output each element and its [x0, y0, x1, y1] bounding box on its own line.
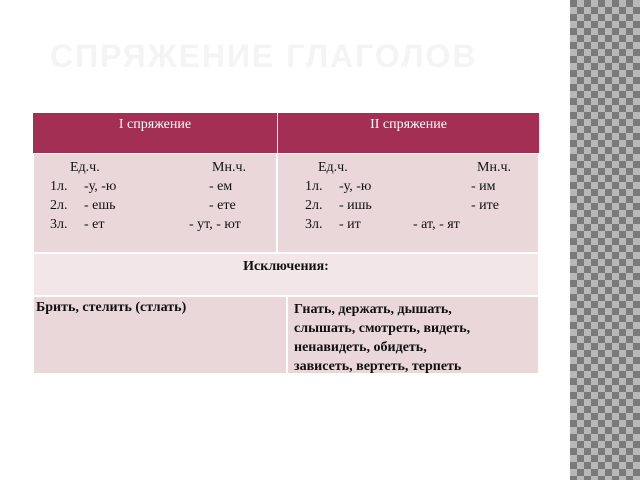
first-plur-3: - ут, - ют	[189, 217, 241, 232]
exceptions-second-line-1: Гнать, держать, дышать,	[294, 302, 452, 317]
exceptions-second-line-3: ненавидеть, обидеть,	[294, 340, 427, 355]
first-sing-label: Ед.ч.	[70, 160, 100, 175]
side-decorative-pattern	[570, 0, 640, 480]
second-sing-1: -у, -ю	[339, 179, 372, 194]
first-sing-1: -у, -ю	[84, 179, 117, 194]
second-person-3: 3л.	[305, 217, 323, 232]
first-plur-2: - ете	[209, 198, 236, 213]
second-person-1: 1л.	[305, 179, 323, 194]
exceptions-first-cell	[33, 296, 287, 374]
first-sing-2: - ешь	[84, 198, 116, 213]
first-person-3: 3л.	[50, 217, 68, 232]
second-plur-2: - ите	[471, 198, 499, 213]
first-plur-label: Мн.ч.	[212, 160, 246, 175]
first-conjugation-endings	[33, 153, 277, 253]
slide-title: СПРЯЖЕНИЕ ГЛАГОЛОВ	[50, 38, 478, 74]
exceptions-second-list	[294, 300, 470, 376]
conjugation-table	[33, 113, 539, 374]
second-plur-label: Мн.ч.	[477, 160, 511, 175]
second-sing-3: - ит	[339, 217, 361, 232]
first-person-2: 2л.	[50, 198, 68, 213]
second-plur-1: - им	[471, 179, 496, 194]
second-conjugation-endings	[277, 153, 539, 253]
header-second-label: II спряжение	[370, 117, 447, 132]
exceptions-second-line-2: слышать, смотреть, видеть,	[294, 321, 471, 336]
exceptions-label: Исключения:	[243, 259, 329, 274]
second-plur-3: - ат, - ят	[413, 217, 460, 232]
exceptions-second-line-4: зависеть, вертеть, терпеть	[294, 359, 462, 374]
second-sing-label: Ед.ч.	[318, 160, 348, 175]
exceptions-second-cell	[287, 296, 539, 374]
first-plur-1: - ем	[209, 179, 233, 194]
second-sing-2: - ишь	[339, 198, 372, 213]
first-person-1: 1л.	[50, 179, 68, 194]
second-person-2: 2л.	[305, 198, 323, 213]
first-sing-3: - ет	[84, 217, 105, 232]
header-first-conjugation	[33, 113, 277, 153]
exceptions-row	[33, 253, 539, 296]
header-first-label: I спряжение	[118, 117, 192, 132]
header-second-conjugation	[277, 113, 539, 153]
exceptions-first-text: Брить, стелить (стлать)	[36, 300, 187, 315]
